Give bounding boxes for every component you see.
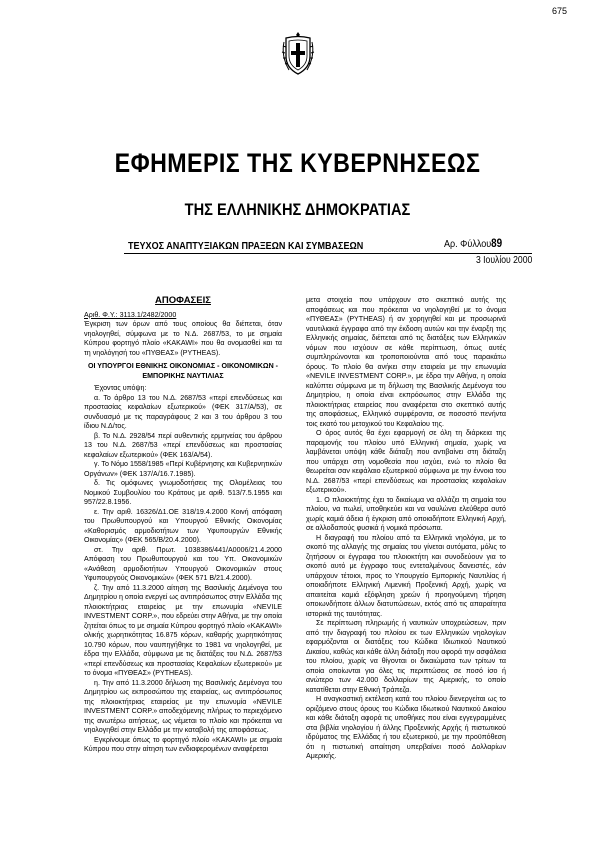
gazette-subtitle: ΤΗΣ ΕΛΛΗΝΙΚΗΣ ΔΗΜΟΚΡΑΤΙΑΣ	[184, 200, 411, 219]
sheet-value: 89	[491, 238, 503, 250]
left-column	[84, 296, 282, 755]
decision-reference: Αριθ. Φ.Υ.: 3113.1/2482/2000	[84, 310, 177, 319]
having-in-mind: Έχοντας υπόψη:	[94, 384, 147, 392]
paragraph: β. Το Ν.Δ. 2928/54 περί αυθεντικής ερμηνείας του άρθρου 13 του Ν.Δ. 2687/53 «περί επενδύσεως και προστασίας κεφαλαίων εξωτερικού» (ΦΕΚ 163/Α/54).	[84, 431, 282, 459]
paragraph: Η αναγκαστική εκτέλεση κατά του πλοίου διενεργείται ως το οριζόμενο στους όρους του Κώδικα Ιδιωτικού Ναυτικού Δικαίου και κάθε διάταξη αφορά τις υποθήκες που είναι εγγεγραμμένες στα βιβλία νηολογίου ή άλλης Προξενικής Αρχής ή πιστωτικού ιδρύματος της Ελλάδας ή του εξωτερικού, με την προϋπόθεση ότι η πιστωτική απαίτηση υπερβαίνει ποσό Δολλαρίων Αμερικής.	[306, 695, 506, 760]
paragraph: γ. Το Νόμο 1558/1985 «Περί Κυβέρνησης και Κυβερνητικών Οργάνων» (ΦΕΚ 137/Α/16.7.1985).	[84, 460, 282, 478]
ministers-heading: ΟΙ ΥΠΟΥΡΓΟΙ ΕΘΝΙΚΗΣ ΟΙΚΟΝΟΜΙΑΣ - ΟΙΚΟΝΟΜΙΚΩΝ - ΕΜΠΟΡΙΚΗΣ ΝΑΥΤΙΛΙΑΣ	[87, 362, 279, 380]
right-column	[306, 296, 506, 762]
paragraph: Η διαγραφή του πλοίου από τα Ελληνικά νηολόγια, με το σκοπό της αλλαγής της σημαίας του γίνεται αυτόματα, μόλις το ζητήσουν οι έγγραφα του πλοιοκτήτη και συνοδεύουν για το σκοπό αυτό με έγγραφο τους εντεταλμένους δανειστές, εάν υπάρχουν τέτοιοι, προς το Υπουργείο Εμπορικής Ναυτιλίας ή οποιαδήποτε Ελληνική Λιμενική Προξενική Αρχή, χωρίς να απαιτείται καμιά εξόφληση χρεών ή προηγούμενη τήρηση οποιωνδήποτε άλλων διατυπώσεων, εκτός από τις απαραίτητα ιστορικά της ταυτότητας.	[306, 533, 506, 618]
paragraph: Ο όρος αυτός θα έχει εφαρμογή σε όλη τη διάρκεια της παραμονής του πλοίου υπό Ελληνική σημαία, χωρίς να λαμβάνεται υπόψη κάθε διάταξη που αντιβαίνει στη διάταξη που υπάρχει στη νομοθεσία που ισχύει, ενώ το πλοίο θα θεωρείται σαν κεφάλαιο εξωτερικού σύμφωνα με την έννοια του Ν.Δ. 2687/53 «περί επενδύσεως και προστασίας κεφαλαίων εξωτερικού».	[306, 429, 506, 494]
paragraph: ζ. Την από 11.3.2000 αίτηση της Βασιλικής Δεμένογα του Δημητρίου η οποία ενεργεί ως αντιπρόσωπος στην Ελλάδα της πλοιοκτήτριας εταιρείας με την επωνυμία «NEVILE INVESTMENT CORP.», που εδρεύει στην Αθήνα, με την οποία ζητείται όπως το με σημαία Κύπρου φορτηγό πλοίο «KAKAWI» ολικής χωρητικότητας 16.875 κόρων, καθαρής χωρητικότητας 10.790 κόρων, που ναυπηγήθηκε το 1981 να νηολογηθεί, με έδρα την Ελλάδα, σύμφωνα με τις διατάξεις του Ν.Δ. 2687/53 «περί επενδύσεως και προστασίας Κεφαλαίων εξωτερικού» με το όνομα «ΠΥΘΕΑΣ» (PYTHEAS).	[84, 583, 282, 677]
paragraph: δ. Τις ομόφωνες γνωμοδοτήσεις της Ολομέλειας του Νομικού Συμβουλίου του Κράτους με αριθ. 513/7.5.1955 και 957/22.8.1956.	[84, 479, 282, 506]
paragraph: Σε περίπτωση πληρωμής ή ναυτικών υποχρεώσεων, πριν από την διαγραφή του πλοίου εκ των Ελληνικών νηολογίων εφαρμόζονται οι διατάξεις του Κώδικα Ιδιωτικού Ναυτικού Δικαίου, καθώς και κάθε άλλη διάταξη που αφορά την ασφάλεια του πλοίου, χωρίς να θίγονται οι δικαιώματα των τρίτων τα οποία οποίωνται για όλες τις περιπτώσεις σε ποσό ίσο ή ανώτερο των 42.000 δολλαρίων της Αμερικής, το οποίο κατατίθεται στην Εθνική Τράπεζα.	[306, 619, 506, 694]
paragraph: 1. Ο πλοιοκτήτης έχει το δικαίωμα να αλλάζει τη σημαία του πλοίου, να πωλεί, υποθηκεύει και να ναυλώνει ελεύθερα αυτό χωρίς καμιά άδεια ή έγκριση από οποιαδήποτε Ελληνική Αρχή, σε αλλοδαπούς φυσικά ή νομικά πρόσωπα.	[306, 495, 506, 532]
page-number: 675	[551, 6, 567, 16]
paragraph: α. Το άρθρο 13 του Ν.Δ. 2687/53 «περί επενδύσεως και προστασίας κεφαλαίων εξωτερικού» (ΦΕΚ 317/Α/53), σε συνδυασμό με τις παραγράφους 2 και 3 του άρθρου 3 του ίδιου Ν.Δ/τος.	[84, 393, 282, 430]
sheet-number	[444, 238, 502, 250]
paragraph: η. Την από 11.3.2000 δήλωση της Βασιλικής Δεμένογα του Δημητρίου ως εκπροσώπου της εταιρείας, ως αντιπρόσωπος της πλοιοκτήτριας εταιρείας με την επωνυμία «NEVILE INVESTMENT CORP.» αποδεχόμενης πλήρως το περιεχόμενο της ανωτέρω αιτήσεως, ως νέμεται το πλοίο και πρόκειται να νηολογηθεί στην Ελλάδα με την καταβολή της αποφάσεως.	[84, 678, 282, 734]
section-heading: ΑΠΟΦΑΣΕΙΣ	[155, 295, 211, 306]
paragraph: μετα στοιχεία που υπάρχουν στο σκεπτικό αυτής της αποφάσεως και που πρόκειται να νηολογηθεί με το όνομα «ΠΥΘΕΑΣ» (PYTHEAS) ή αν χορηγηθεί και με προσωρινά ναυτιλιακά έγγραφα από την έκδοση αυτών και την έναρξη της Ελληνικής σημαίας, διέπεται από τις διατάξεις των Ελληνικών νόμων που ισχύουν σε κάθε περίπτωση, όπως αυτές συμπληρώνονται και τροποποιούνται από τους παρακάτω όρους. Το πλοίο θα ανήκει στην εταιρεία με την επωνυμία «NEVILE INVESTMENT CORP.», με έδρα την Αθήνα, η οποία καλύπτει σύμφωνα με τη δήλωση της Βασιλικής Δεμένογα του Δημητρίου, η οποία είναι εκπρόσωπος στην Ελλάδα της πλοιοκτήτριας εταιρείας που αναφέρεται στο σκεπτικό αυτής της αποφάσεως, Ελληνικό συμφέροντα, σε ποσοστό πενήντα τοις εκατό του μετοχικού του Κεφαλαίου της.	[306, 296, 506, 428]
gazette-title: ΕΦΗΜΕΡΙΣ ΤΗΣ ΚΥΒΕΡΝΗΣΕΩΣ	[114, 148, 481, 178]
issue-date: 3 Ιουλίου 2000	[476, 255, 533, 266]
greek-coat-of-arms-icon	[280, 30, 316, 78]
paragraph: στ. Την αριθ. Πρωτ. 1038386/441/Α0006/21.4.2000 Απόφαση του Πρωθυπουργού και του Υπ. Οικονομικών «Ανάθεση αρμοδιοτήτων Υπουργού Οικονομικών στους Υφυπουργούς Οικονομικών» (ΦΕΚ 571 Β/21.4.2000).	[84, 545, 282, 582]
sheet-label: Αρ. Φύλλου	[444, 238, 492, 250]
paragraph: ε. Την αριθ. 16326/Δ1.ΟΕ 318/19.4.2000 Κοινή απόφαση του Πρωθυπουργού και Υπουργού Εθνικής Οικονομίας «Καθορισμός αρμοδιοτήτων των Υφυπουργών Εθνικής Οικονομίας» (ΦΕΚ 565/Β/20.4.2000).	[84, 507, 282, 544]
decision-title: Έγκριση των όρων από τους οποίους θα διέπεται, όταν νηολογηθεί, σύμφωνα με το Ν.Δ. 2687/53, το με σημαία Κύπρου φορτηγό πλοίο «KAKAWI» που θα ονομασθεί και τα τη νηολόγησή του «ΠΥΘΕΑΣ» (PYTHEAS).	[84, 320, 282, 357]
paragraph: Εγκρίνουμε όπως το φορτηγό πλοίο «KAKAWI» με σημαία Κύπρου που στην αίτηση των ενδιαφερομένων αναφέρεται	[84, 735, 282, 753]
header-rule	[124, 253, 532, 254]
issue-series: ΤΕΥΧΟΣ ΑΝΑΠΤΥΞΙΑΚΩΝ ΠΡΑΞΕΩΝ ΚΑΙ ΣΥΜΒΑΣΕΩΝ	[128, 240, 364, 252]
